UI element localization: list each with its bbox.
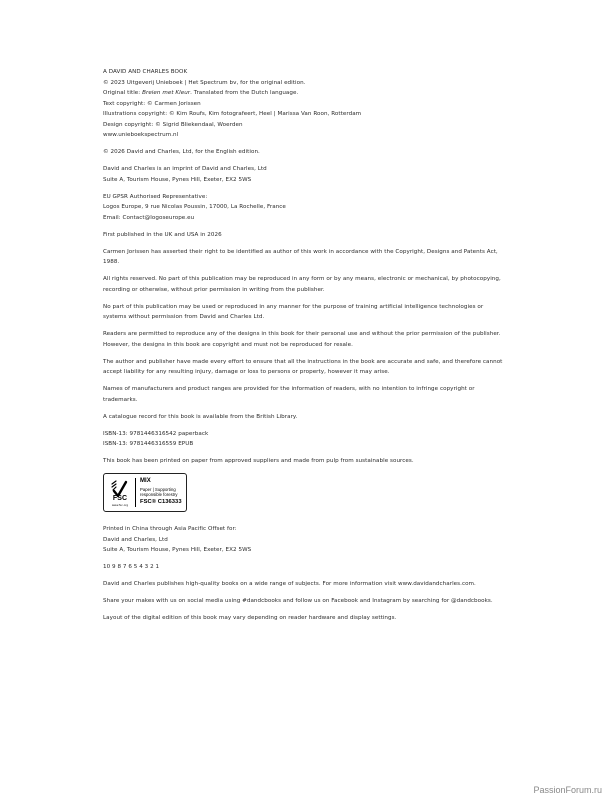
social-text: Share your makes with us on social media using #dandcbooks and follow us on Facebook and Instagram by searching for @dandcbooks. — [103, 598, 493, 604]
rights-reserved-text: All rights reserved. No part of this publication may be reproduced in any form or by any means, electronic or mechanical, by photocopying, recording or otherwise, without prior permission in writing from the publisher. — [103, 276, 501, 293]
moral-rights-text: Carmen Jorissen has asserted their right to be identified as author of this work in accordance with the Copyright, Designs and Patents Act, 1988. — [103, 248, 498, 265]
print-run — [103, 562, 503, 573]
isbn-paperback: ISBN-13: 9781446316542 paperback — [103, 430, 209, 437]
trademarks-paragraph — [103, 384, 503, 405]
gpsr-email[interactable]: Email: Contact@logoseurope.eu — [103, 214, 195, 221]
fsc-label — [103, 473, 187, 512]
gpsr-address: Logos Europe, 9 rue Nicolas Poussin, 17000, La Rochelle, France — [103, 204, 286, 210]
fsc-divider — [135, 478, 136, 507]
imprint-header — [103, 67, 503, 141]
about-publisher-paragraph — [103, 579, 503, 590]
isbn-block — [103, 429, 503, 450]
fsc-description: Paper | Supporting responsible forestry — [140, 487, 178, 497]
publisher-address-line: Suite A, Tourism House, Pynes Hill, Exeter, EX2 5WS — [103, 176, 252, 183]
text-copyright: Text copyright: © Carmen Jorissen — [103, 100, 201, 107]
printing-line: Printed in China through Asia Pacific Offset for: — [103, 526, 237, 532]
original-title-prefix: Original title: — [103, 90, 143, 96]
fsc-mix: MIX — [140, 478, 151, 484]
original-publisher-url[interactable]: www.unieboekspectrum.nl — [103, 132, 179, 138]
printing-publisher: David and Charles, Ltd — [103, 536, 168, 543]
first-published — [103, 230, 503, 241]
gpsr-heading: EU GPSR Authorised Representative: — [103, 193, 208, 200]
liability-text: The author and publisher have made every effort to ensure that all the instructions in the book are accurate and safe, and therefore cannot accept liability for any resulting injury, damage or loss to persons or property, however it may arise. — [103, 358, 503, 375]
illustrations-copyright: Illustrations copyright: © Kim Roufs, Kim fotografeert, Heel | Marissa Van Roon, Rotterdam — [103, 111, 362, 117]
ai-training-paragraph — [103, 302, 503, 323]
designs-use-text: Readers are permitted to reproduce any of the designs in this book for their personal use and without the prior permission of the publisher. However, the designs in this book are copyright and must not be reproduced for resale. — [103, 331, 501, 348]
original-title-line — [103, 88, 503, 99]
printing-address: Suite A, Tourism House, Pynes Hill, Exeter, EX2 5WS — [103, 547, 252, 553]
english-copyright-text: © 2026 David and Charles, Ltd, for the English edition. — [103, 149, 260, 155]
ai-training-text: No part of this publication may be used or reproduced in any manner for the purpose of training artificial intelligence technologies or systems without permission from David and Charles Ltd. — [103, 303, 484, 320]
print-run-numbers: 10 9 8 7 6 5 4 3 2 1 — [103, 564, 160, 570]
imprint-title: A DAVID AND CHARLES BOOK — [103, 69, 188, 75]
printing-info — [103, 524, 503, 556]
catalogue-paragraph — [103, 412, 503, 423]
about-publisher-text: David and Charles publishes high-quality books on a wide range of subjects. For more information visit www.davidandcharles.com. — [103, 581, 476, 587]
paper-statement-text: This book has been printed on paper from approved suppliers and made from pulp from sustainable sources. — [103, 458, 414, 464]
english-edition-copyright — [103, 147, 503, 158]
digital-layout-text: Layout of the digital edition of this book may vary depending on reader hardware and display settings. — [103, 615, 397, 621]
fsc-logo-text: FSC — [112, 495, 128, 502]
fsc-url: www.fsc.org — [111, 504, 129, 507]
social-paragraph — [103, 596, 503, 607]
paper-statement — [103, 456, 503, 467]
first-published-text: First published in the UK and USA in 2026 — [103, 231, 222, 238]
publisher-imprint-line: David and Charles is an imprint of David and Charles, Ltd — [103, 166, 267, 172]
catalogue-text: A catalogue record for this book is available from the British Library. — [103, 413, 298, 420]
design-copyright: Design copyright: © Sigrid Bliekendaal, Woerden — [103, 121, 243, 128]
liability-paragraph — [103, 357, 503, 378]
isbn-epub: ISBN-13: 9781446316559 EPUB — [103, 441, 194, 447]
copyright-page — [103, 67, 503, 630]
rights-reserved-paragraph — [103, 274, 503, 295]
publisher-address — [103, 164, 503, 185]
fsc-certificate: FSC® C136333 — [140, 499, 182, 505]
designs-use-paragraph — [103, 329, 503, 350]
trademarks-text: Names of manufacturers and product ranges are provided for the information of readers, with no intention to infringe copyright or trademarks. — [103, 386, 475, 403]
watermark: PassionForum.ru — [533, 785, 602, 795]
gpsr-representative — [103, 192, 503, 224]
digital-layout-paragraph — [103, 613, 503, 624]
moral-rights-paragraph — [103, 247, 503, 268]
original-edition-copyright: © 2023 Uitgeverij Unieboek | Het Spectrum bv, for the original edition. — [103, 79, 306, 86]
original-title: Breien met Kleur — [142, 90, 191, 96]
original-title-suffix: . Translated from the Dutch language. — [190, 90, 299, 96]
